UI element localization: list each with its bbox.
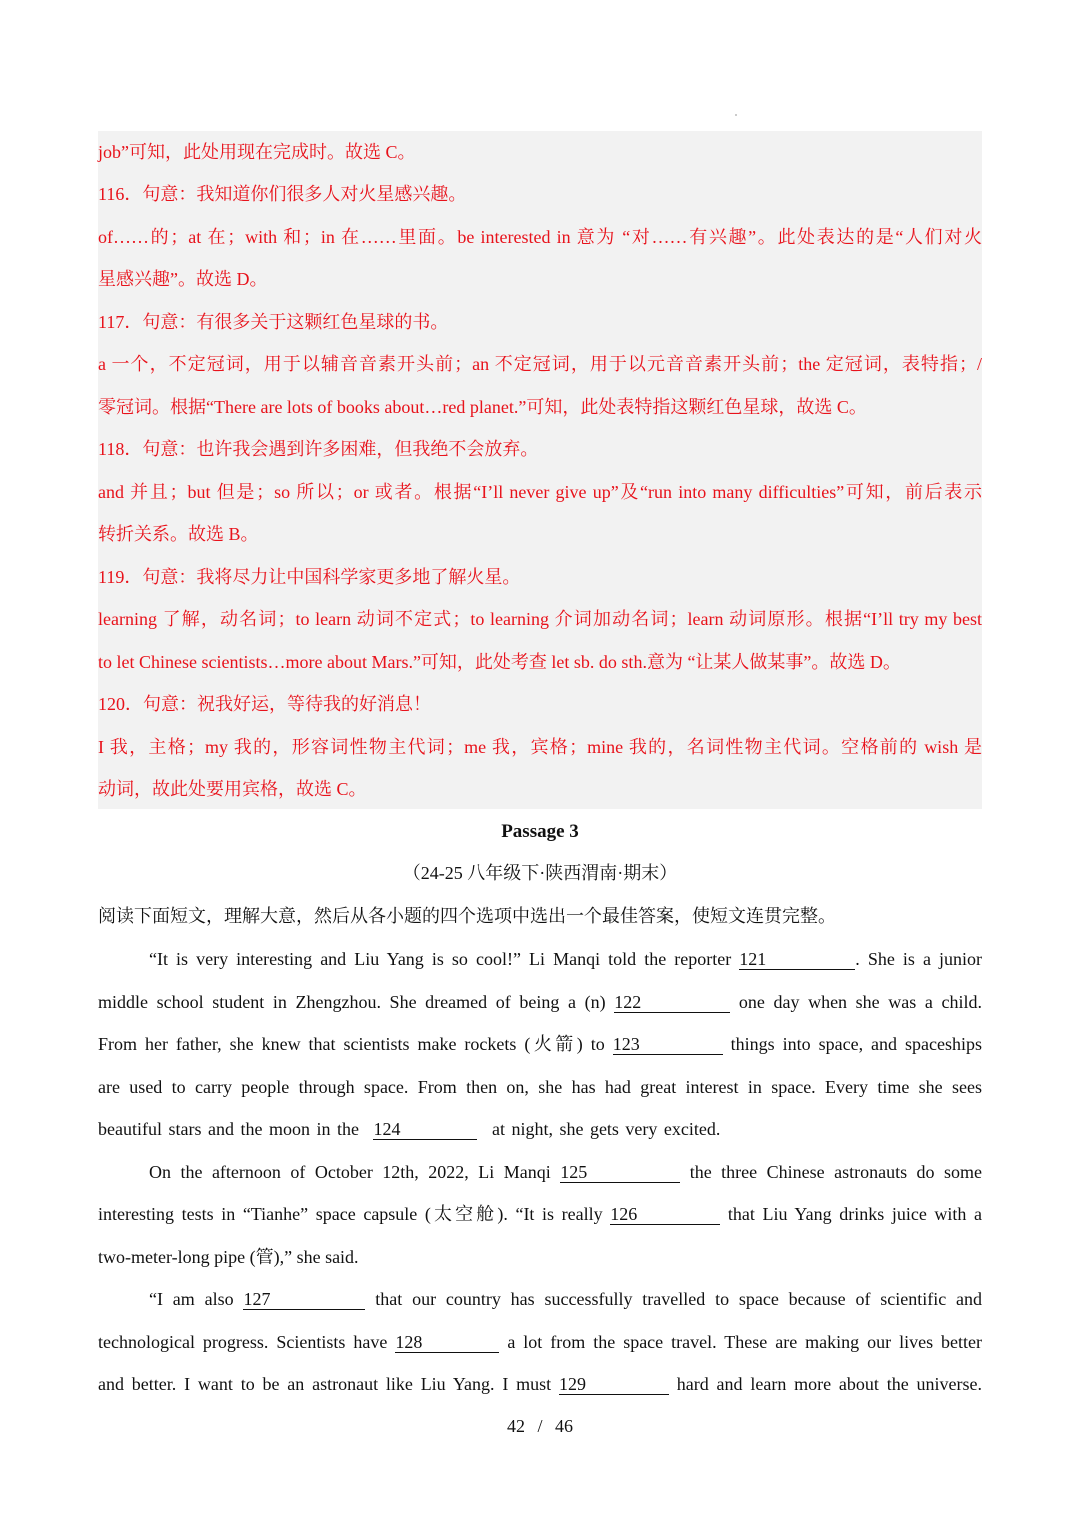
blank-125: 125: [560, 1162, 680, 1183]
line-text: hard and learn more about the universe.: [676, 1374, 983, 1394]
line-text: On the afternoon of October 12th, 2022, Li Manqi: [149, 1162, 551, 1182]
scan-dot: [735, 114, 737, 116]
current-page: 42: [506, 1416, 525, 1436]
answer-line: to let Chinese scientists…more about Mars.”可知，此处考查 let sb. do sth.意为 “让某人做某事”。故选 D。: [98, 652, 901, 672]
blank-128: 128: [395, 1332, 499, 1353]
total-pages: 46: [555, 1416, 573, 1436]
blank-126: 126: [610, 1204, 720, 1225]
blank-127: 127: [243, 1289, 365, 1310]
answer-line: 零冠词。根据“There are lots of books about…red planet.”可知，此处表特指这颗红色星球，故选 C。: [98, 397, 867, 417]
answer-line: I 我，主格；my 我的，形容词性物主代词；me 我，宾格；mine 我的，名词性物主代词。空格前的 wish 是: [98, 737, 982, 757]
blank-122: 122: [614, 992, 730, 1013]
line-text: the three Chinese astronauts do some: [689, 1162, 983, 1182]
answer-line: learning 了解，动名词；to learn 动词不定式；to learning 介词加动名词；learn 动词原形。根据“I’ll try my best: [98, 609, 982, 629]
line-text: a lot from the space travel. These are making our lives better: [507, 1332, 983, 1352]
passage-line: [98, 1202, 982, 1226]
passage-instruction: 阅读下面短文，理解大意，然后从各小题的四个选项中选出一个最佳答案，使短文连贯完整。: [98, 906, 836, 926]
passage-line: [98, 1032, 982, 1056]
answer-line: 117．句意：有很多关于这颗红色星球的书。: [98, 312, 449, 332]
line-text: and better. I want to be an astronaut like Liu Yang. I must: [98, 1374, 552, 1394]
line-text: that Liu Yang drinks juice with a: [727, 1204, 983, 1224]
answer-line: 转折关系。故选 B。: [98, 524, 259, 544]
passage-line: [149, 1287, 982, 1311]
passage-line: [98, 1372, 982, 1396]
passage-line: [98, 1330, 982, 1354]
line-text: . She is a junior: [855, 949, 983, 969]
passage-source: （24-25 八年级下·陕西渭南·期末）: [402, 863, 678, 883]
blank-129: 129: [559, 1374, 669, 1395]
answer-line: 星感兴趣”。故选 D。: [98, 269, 268, 289]
answer-line: job”可知，此处用现在完成时。故选 C。: [98, 142, 416, 162]
line-text: From her father, she knew that scientists make rockets (火箭) to: [98, 1034, 605, 1054]
line-text: technological progress. Scientists have: [98, 1332, 388, 1352]
answer-line: 动词，故此处要用宾格，故选 C。: [98, 779, 367, 799]
blank-123: 123: [613, 1034, 723, 1055]
line-text: at night, she gets very excited.: [491, 1119, 721, 1139]
line-text: that our country has successfully travelled to space because of scientific and: [375, 1289, 983, 1309]
answer-line: 119．句意：我将尽力让中国科学家更多地了解火星。: [98, 567, 521, 587]
page-number: [0, 1414, 1080, 1438]
line-text: one day when she was a child.: [738, 992, 983, 1012]
passage-line: [98, 990, 982, 1014]
blank-124: 124: [373, 1119, 477, 1140]
passage-line: [98, 1117, 982, 1141]
answer-line: a 一个，不定冠词，用于以辅音音素开头前；an 不定冠词，用于以元音音素开头前；the 定冠词，表特指；/: [98, 354, 982, 374]
passage-line: [149, 1160, 982, 1184]
line-text: middle school student in Zhengzhou. She dreamed of being a (n): [98, 992, 606, 1012]
blank-121: 121: [739, 949, 855, 970]
answer-line: 120．句意：祝我好运，等待我的好消息！: [98, 694, 431, 714]
line-text: beautiful stars and the moon in the: [98, 1119, 359, 1139]
answer-line: 116．句意：我知道你们很多人对火星感兴趣。: [98, 184, 467, 204]
passage-line: are used to carry people through space. From then on, she has had great interest in space. Every time she sees: [98, 1077, 982, 1097]
line-text: “It is very interesting and Liu Yang is so cool!” Li Manqi told the reporter: [149, 949, 732, 969]
line-text: “I am also: [149, 1289, 234, 1309]
page-separator: /: [537, 1416, 543, 1436]
answer-explanation-box: [98, 131, 982, 809]
line-text: things into space, and spaceships: [730, 1034, 982, 1054]
passage-title: Passage 3: [501, 821, 579, 842]
line-text: interesting tests in “Tianhe” space capsule (太空舱). “It is really: [98, 1204, 603, 1224]
passage-line: two-meter-long pipe (管),” she said.: [98, 1247, 359, 1267]
passage-line: [149, 947, 982, 971]
answer-line: 118．句意：也许我会遇到许多困难，但我绝不会放弃。: [98, 439, 539, 459]
answer-line: of……的；at 在；with 和；in 在……里面。be interested in 意为 “对……有兴趣”。此处表达的是“人们对火: [98, 227, 982, 247]
answer-line: and 并且；but 但是；so 所以；or 或者。根据“I’ll never give up”及“run into many difficulties”可知，前后表示: [98, 482, 982, 502]
